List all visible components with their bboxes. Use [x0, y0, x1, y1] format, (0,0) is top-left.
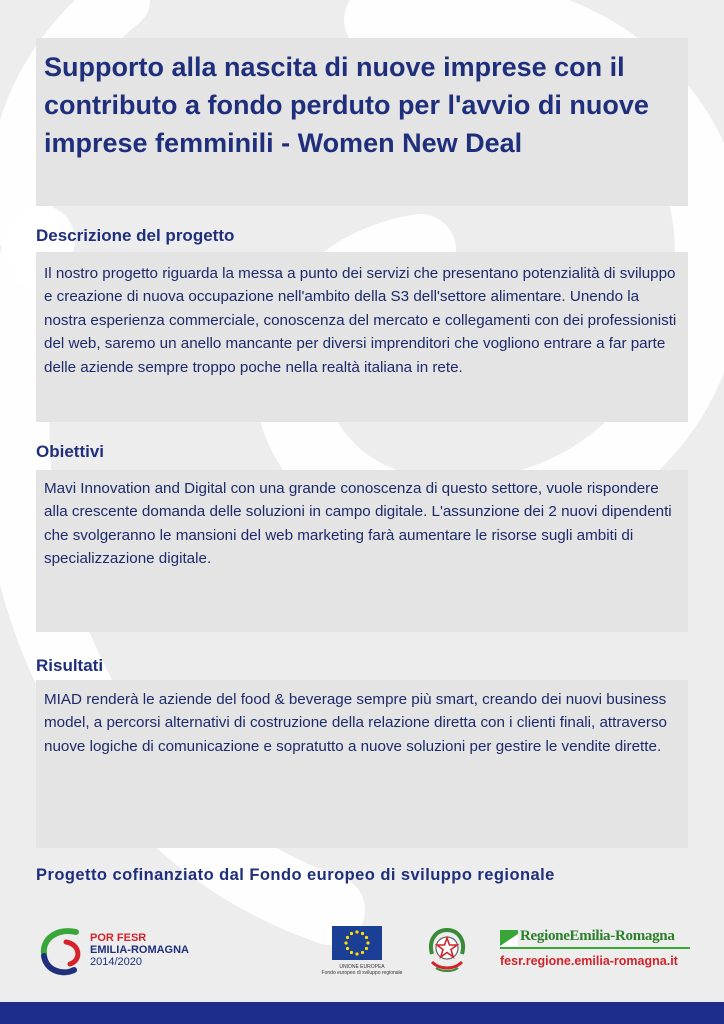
- objectives-text: Mavi Innovation and Digital con una grande conoscenza di questo settore, vuole rispondere alla crescente domanda delle soluzioni in campo digitale. L'assunzione dei 2 nuovi dipendenti che svolgeranno le mansioni del web marketing farà aumentare le risorse sugli ambiti di specializzazione digitale.: [44, 480, 672, 568]
- results-text: MIAD renderà le aziende del food & beverage sempre più smart, creando dei nuovi business model, a percorsi alternativi di costruzione della relazione diretta con i clienti finali, attraverso nuove logiche di comunicazione e sopratutto a nuove soluzioni per gestire le vendite dirette.: [44, 691, 667, 755]
- por-fesr-logo: [36, 924, 226, 980]
- por-fesr-line3: 2014/2020: [90, 956, 142, 968]
- region-url: fesr.regione.emilia-romagna.it: [500, 954, 678, 968]
- description-text: Il nostro progetto riguarda la messa a punto dei servizi che presentano potenzialità di sviluppo e creazione di nuova occupazione nell'ambito della S3 dell'settore alimentare. Unendo la nostra esperienza commerciale, conoscenza del mercato e collegamenti con dei professionisti del web, saremo un anello mancante per diversi imprenditori che vogliono entrare a far parte delle aziende sempre troppo poche nella realtà italiana in rete.: [44, 265, 677, 376]
- description-heading: Descrizione del progetto: [36, 226, 235, 245]
- eu-line1: UNIONE EUROPEA: [339, 964, 385, 970]
- eu-flag-icon: [332, 926, 382, 960]
- regione-emilia-romagna-logo: [500, 928, 690, 976]
- por-fesr-logo-icon: [36, 926, 88, 978]
- regione-emilia-romagna-logo-icon: [500, 930, 518, 946]
- region-divider: [500, 947, 690, 949]
- italian-republic-emblem: [424, 924, 470, 976]
- cofinanced-statement: Progetto cofinanziato dal Fondo europeo di sviluppo regionale: [36, 866, 555, 884]
- bottom-bar: [0, 1002, 724, 1024]
- italian-republic-emblem-icon: [424, 924, 470, 976]
- eu-logo: [318, 924, 406, 980]
- region-name: RegioneEmilia-Romagna: [520, 928, 675, 944]
- results-heading: Risultati: [36, 656, 104, 675]
- eu-line2: Fondo europeo di sviluppo regionale: [321, 970, 403, 976]
- por-fesr-line1: POR FESR: [90, 932, 147, 944]
- objectives-heading: Obiettivi: [36, 442, 105, 461]
- page-title: Supporto alla nascita di nuove imprese con il contributo a fondo perduto per l'avvio di nuove imprese femminili - Women New Deal: [44, 52, 649, 158]
- por-fesr-line2: EMILIA-ROMAGNA: [90, 944, 189, 956]
